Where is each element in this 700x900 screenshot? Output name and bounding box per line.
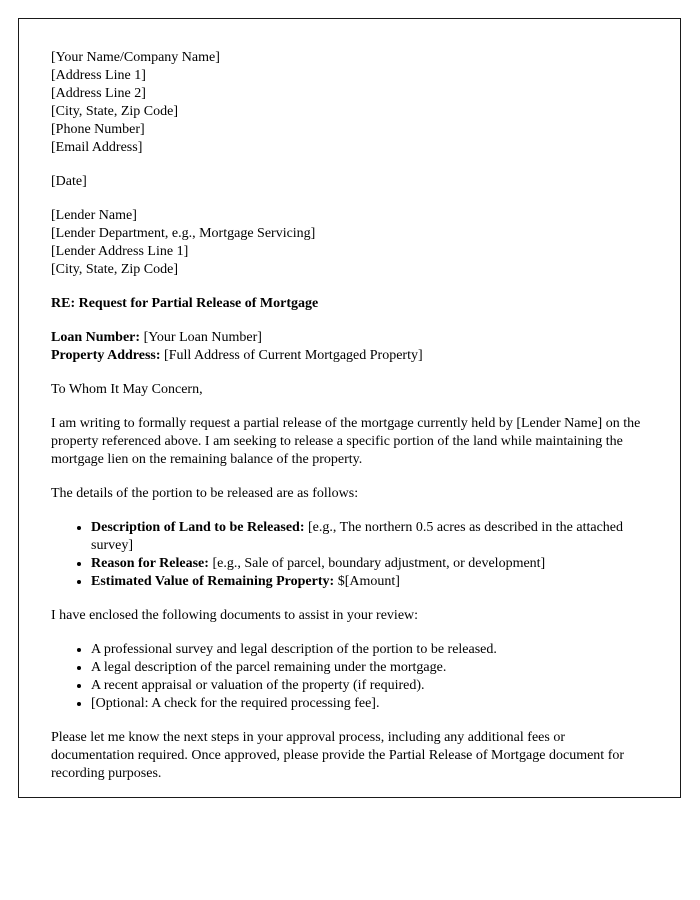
date-block bbox=[51, 173, 648, 191]
paragraph-intro: I am writing to formally request a partial release of the mortgage currently held by [Lender Name] on the property referenced above. I am seeking to release a specific portion of the land while maintaining the mortgage lien on the remaining balance of the property. bbox=[51, 416, 641, 467]
list-item: • A recent appraisal or valuation of the property (if required). bbox=[91, 677, 648, 695]
paragraph-enclosures-lead: I have enclosed the following documents to assist in your review: bbox=[51, 608, 419, 623]
loan-number-line bbox=[51, 329, 648, 347]
list-item: • [Optional: A check for the required processing fee]. bbox=[91, 695, 648, 713]
date-line: [Date] bbox=[51, 174, 87, 189]
salutation: To Whom It May Concern, bbox=[51, 382, 203, 397]
detail-label: Reason for Release: bbox=[91, 556, 209, 571]
list-item bbox=[91, 519, 648, 555]
detail-text: $[Amount] bbox=[334, 574, 400, 589]
letter-page bbox=[18, 18, 681, 798]
loan-info-block bbox=[51, 329, 648, 365]
sender-line: [Phone Number] bbox=[51, 122, 145, 137]
recipient-line: [City, State, Zip Code] bbox=[51, 262, 179, 277]
paragraph-details-lead: The details of the portion to be released are as follows: bbox=[51, 486, 359, 501]
sender-address-block bbox=[51, 49, 648, 157]
recipient-line: [Lender Name] bbox=[51, 208, 137, 223]
sender-line: [Address Line 1] bbox=[51, 68, 146, 83]
recipient-line: [Lender Address Line 1] bbox=[51, 244, 189, 259]
sender-line: [Email Address] bbox=[51, 140, 143, 155]
details-list bbox=[51, 519, 648, 591]
loan-number-value: [Your Loan Number] bbox=[140, 330, 262, 345]
property-address-value: [Full Address of Current Mortgaged Property] bbox=[160, 348, 423, 363]
list-item bbox=[91, 555, 648, 573]
recipient-address-block bbox=[51, 207, 648, 279]
recipient-line: [Lender Department, e.g., Mortgage Servicing] bbox=[51, 226, 316, 241]
detail-label: Description of Land to be Released: bbox=[91, 520, 305, 535]
sender-line: [Your Name/Company Name] bbox=[51, 50, 220, 65]
property-address-label: Property Address: bbox=[51, 348, 161, 363]
detail-text: [e.g., The northern 0.5 acres as described in the attached survey] bbox=[91, 520, 623, 553]
loan-number-label: Loan Number: bbox=[51, 330, 141, 345]
detail-text: [e.g., Sale of parcel, boundary adjustment, or development] bbox=[208, 556, 546, 571]
list-item: • A legal description of the parcel remaining under the mortgage. bbox=[91, 659, 648, 677]
list-item: • A professional survey and legal description of the portion to be released. bbox=[91, 641, 648, 659]
list-item bbox=[91, 573, 648, 591]
documents-list bbox=[51, 641, 648, 713]
sender-line: [City, State, Zip Code] bbox=[51, 104, 179, 119]
property-address-line bbox=[51, 347, 648, 365]
sender-line: [Address Line 2] bbox=[51, 86, 146, 101]
paragraph-closing: Please let me know the next steps in your approval process, including any additional fees or documentation required. Once approved, please provide the Partial Release of Mortgage document for recording purposes. bbox=[51, 730, 625, 781]
subject-line: RE: Request for Partial Release of Mortgage bbox=[51, 296, 319, 311]
detail-label: Estimated Value of Remaining Property: bbox=[91, 574, 335, 589]
